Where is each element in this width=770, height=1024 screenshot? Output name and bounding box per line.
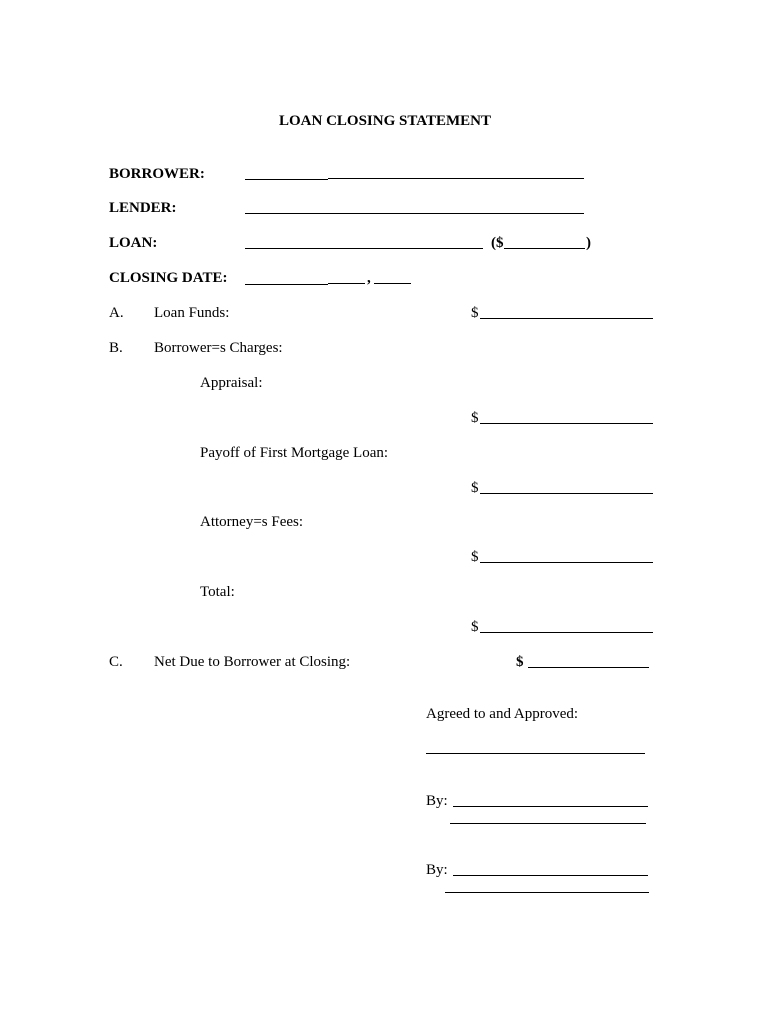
appraisal-label: Appraisal: <box>200 375 263 391</box>
total-label: Total: <box>200 584 235 600</box>
loan-amount-blank-line[interactable] <box>504 248 585 249</box>
agreed-approved-label: Agreed to and Approved: <box>426 706 579 722</box>
section-a-letter: A. <box>109 305 124 321</box>
section-b-letter: B. <box>109 340 123 356</box>
loan-amount-close: ) <box>586 235 591 251</box>
net-due-dollar: $ <box>516 654 524 670</box>
borrower-blank-line-2[interactable] <box>328 178 584 179</box>
section-b-label: Borrower=s Charges: <box>154 340 283 356</box>
by-title-line-1[interactable] <box>450 823 646 824</box>
payoff-amount-line[interactable] <box>480 493 653 494</box>
loan-funds-amount-line[interactable] <box>480 318 653 319</box>
section-c-letter: C. <box>109 654 123 670</box>
appraisal-dollar: $ <box>471 410 479 426</box>
payoff-dollar: $ <box>471 480 479 496</box>
total-dollar: $ <box>471 619 479 635</box>
borrower-label: BORROWER: <box>109 166 205 182</box>
appraisal-amount-line[interactable] <box>480 423 653 424</box>
section-c-label: Net Due to Borrower at Closing: <box>154 654 351 670</box>
borrower-blank-line-1[interactable] <box>245 179 328 180</box>
loan-funds-dollar: $ <box>471 305 479 321</box>
by-label-2: By: <box>426 862 448 878</box>
by-title-line-2[interactable] <box>445 892 649 893</box>
by-label-1: By: <box>426 793 448 809</box>
loan-blank-line[interactable] <box>245 248 483 249</box>
closing-date-comma: , <box>367 270 371 286</box>
attorney-fees-label: Attorney=s Fees: <box>200 514 304 530</box>
lender-label: LENDER: <box>109 200 177 216</box>
net-due-amount-line[interactable] <box>528 667 649 668</box>
payoff-label: Payoff of First Mortgage Loan: <box>200 445 389 461</box>
closing-date-blank-line-3[interactable] <box>374 283 411 284</box>
by-signature-line-1[interactable] <box>453 806 648 807</box>
closing-date-label: CLOSING DATE: <box>109 270 228 286</box>
section-a-label: Loan Funds: <box>154 305 230 321</box>
closing-date-blank-line-2[interactable] <box>328 283 365 284</box>
attorney-fees-dollar: $ <box>471 549 479 565</box>
by-signature-line-2[interactable] <box>453 875 648 876</box>
lender-blank-line[interactable] <box>245 213 584 214</box>
approval-signature-line[interactable] <box>426 753 645 754</box>
attorney-fees-amount-line[interactable] <box>480 562 653 563</box>
loan-label: LOAN: <box>109 235 158 251</box>
closing-date-blank-line-1[interactable] <box>245 284 328 285</box>
loan-amount-open: ($ <box>491 235 504 251</box>
total-amount-line[interactable] <box>480 632 653 633</box>
document-title: LOAN CLOSING STATEMENT <box>279 113 491 129</box>
